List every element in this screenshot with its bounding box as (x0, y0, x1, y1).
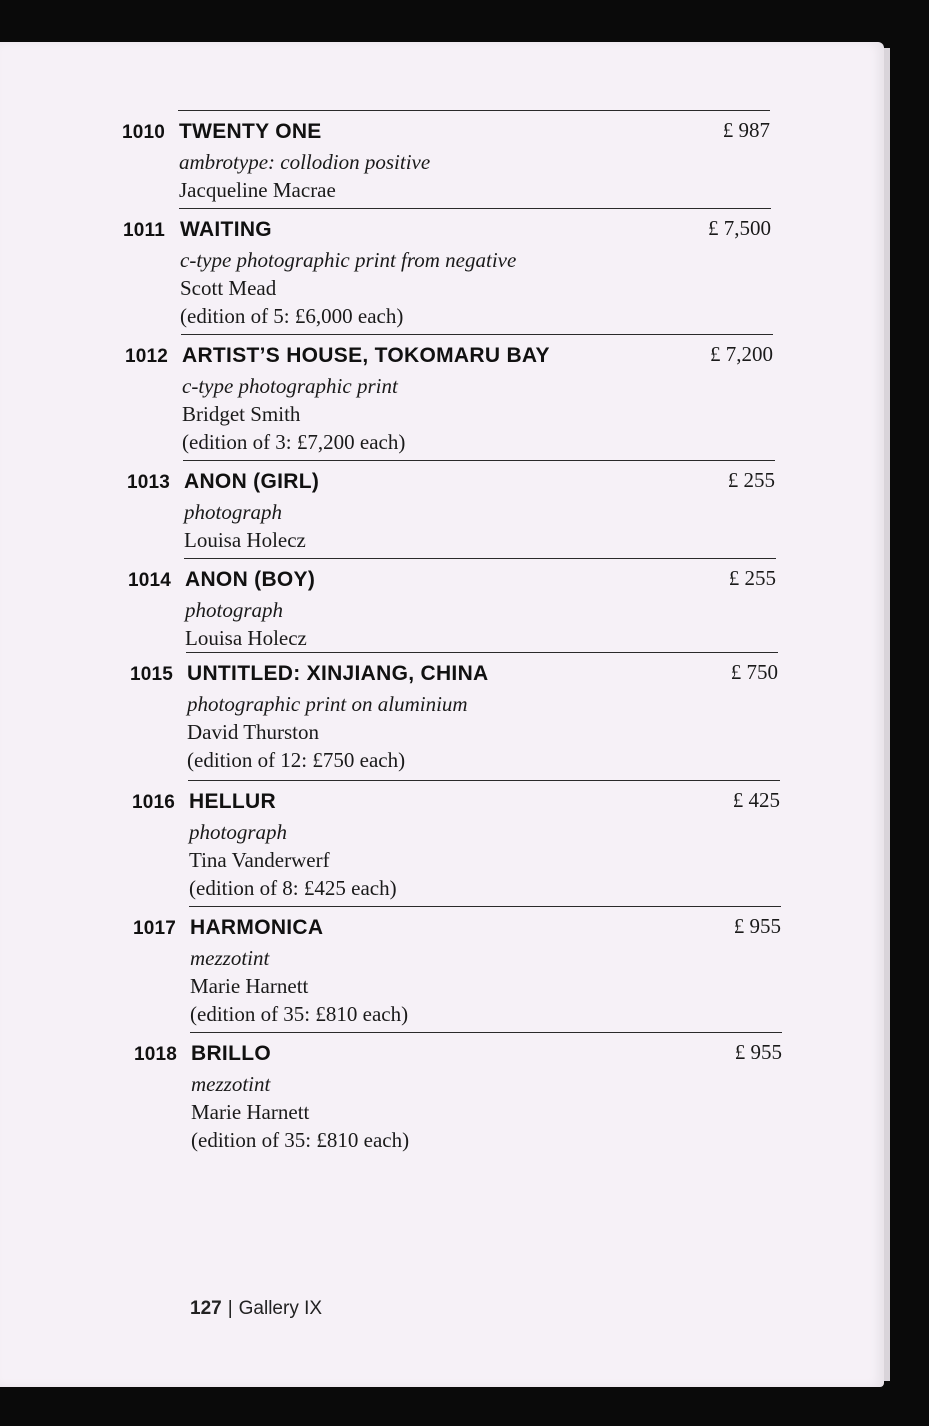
lot-number: 1013 (127, 472, 171, 493)
lot-number: 1010 (122, 122, 166, 143)
lot-price: £ 425 (732, 788, 780, 812)
lot-price: £ 987 (722, 118, 770, 142)
lot-number: 1014 (128, 570, 172, 591)
divider (189, 906, 781, 907)
lot-edition: (edition of 12: £750 each) (187, 748, 406, 772)
lot-number: 1017 (133, 918, 177, 939)
lot-artist: Marie Harnett (191, 1100, 310, 1124)
lot-medium: mezzotint (190, 946, 270, 970)
lot-title: TWENTY ONE (179, 120, 322, 143)
lot-price: £ 955 (734, 1040, 782, 1064)
lot-price: £ 750 (730, 660, 778, 684)
divider (188, 780, 780, 781)
catalogue-page (0, 42, 884, 1387)
page-edge (884, 48, 890, 1381)
lot-price: £ 255 (728, 566, 776, 590)
lot-number: 1012 (125, 346, 169, 367)
lot-medium: photograph (189, 820, 288, 844)
lot-title: ANON (GIRL) (184, 470, 320, 493)
lot-edition: (edition of 3: £7,200 each) (182, 430, 406, 454)
divider (190, 1032, 782, 1033)
page-number: 127 (190, 1298, 222, 1319)
lot-number: 1016 (132, 792, 176, 813)
lot-artist: Louisa Holecz (184, 528, 306, 552)
lot-edition: (edition of 35: £810 each) (190, 1002, 409, 1026)
lot-title: WAITING (180, 218, 272, 241)
lot-artist: Scott Mead (180, 276, 277, 300)
lot-medium: photograph (185, 598, 284, 622)
lot-medium: c-type photographic print (182, 374, 398, 398)
lot-medium: photographic print on aluminium (187, 692, 468, 716)
divider (184, 558, 776, 559)
lot-title: HELLUR (189, 790, 276, 813)
section-name: Gallery IX (238, 1298, 323, 1319)
lot-number: 1018 (134, 1044, 178, 1065)
divider (178, 110, 770, 111)
lot-title: UNTITLED: XINJIANG, CHINA (187, 662, 489, 685)
lot-edition: (edition of 8: £425 each) (189, 876, 397, 900)
divider (183, 460, 775, 461)
lot-artist: Bridget Smith (182, 402, 301, 426)
lot-medium: c-type photographic print from negative (180, 248, 517, 272)
lot-medium: ambrotype: collodion positive (179, 150, 431, 174)
lot-artist: Jacqueline Macrae (179, 178, 336, 202)
lot-medium: photograph (184, 500, 283, 524)
divider (179, 208, 771, 209)
lot-edition: (edition of 35: £810 each) (191, 1128, 410, 1152)
lot-title: BRILLO (191, 1042, 271, 1065)
lot-artist: Louisa Holecz (185, 626, 307, 650)
lot-artist: Tina Vanderwerf (189, 848, 330, 872)
page-footer (190, 1298, 322, 1320)
lot-price: £ 7,200 (710, 342, 773, 366)
lot-price: £ 7,500 (708, 216, 771, 240)
lot-price: £ 255 (727, 468, 775, 492)
lot-artist: Marie Harnett (190, 974, 309, 998)
divider (186, 652, 778, 653)
lot-artist: David Thurston (187, 720, 320, 744)
lot-title: ANON (BOY) (185, 568, 316, 591)
divider (181, 334, 773, 335)
lot-number: 1015 (130, 664, 174, 685)
lot-edition: (edition of 5: £6,000 each) (180, 304, 404, 328)
footer-separator: | (227, 1298, 233, 1319)
lot-title: ARTIST’S HOUSE, TOKOMARU BAY (182, 344, 550, 367)
lot-title: HARMONICA (190, 916, 324, 939)
lot-price: £ 955 (733, 914, 781, 938)
lot-medium: mezzotint (191, 1072, 271, 1096)
lot-number: 1011 (123, 220, 166, 241)
